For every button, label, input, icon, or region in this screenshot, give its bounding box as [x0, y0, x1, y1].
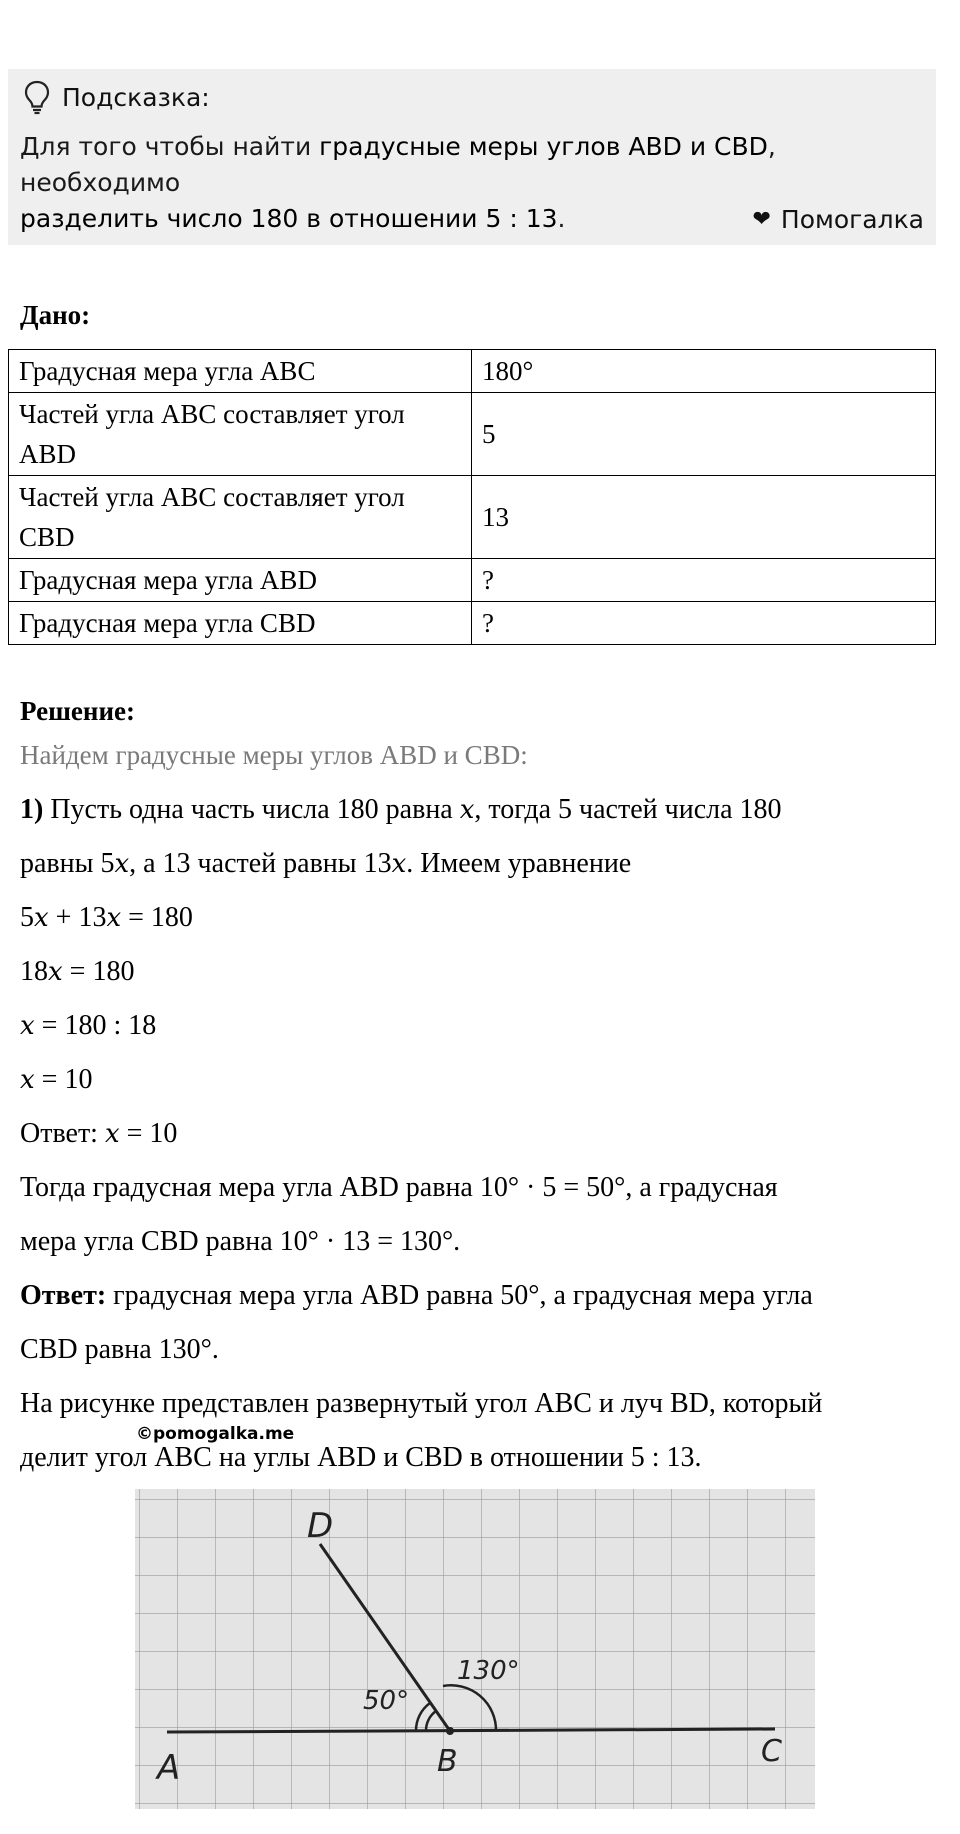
hint-text-bold: разделить число 180 в отношении 5 : 13: [20, 204, 558, 233]
variable: x: [34, 903, 49, 933]
table-cell-label: Градусная мера угла ABD: [9, 559, 472, 602]
text: Пусть одна часть числа 180 равна: [43, 794, 460, 825]
equation-answer-line: [20, 1112, 940, 1166]
hint-text-bold: градусные меры углов ABD и CBD: [319, 132, 768, 161]
hint-brand: [752, 205, 924, 234]
table-cell-label: Градусная мера угла CBD: [9, 602, 472, 645]
equation-line: [20, 950, 940, 1004]
variable: x: [114, 849, 130, 879]
text: = 10: [119, 1118, 178, 1149]
solution-line: [20, 788, 940, 842]
table-row: [9, 602, 936, 645]
text: = 180: [62, 956, 135, 987]
brand-label: Помогалка: [780, 205, 924, 234]
given-table: [8, 349, 936, 645]
table-row: [9, 559, 936, 602]
given-heading: Дано:: [20, 300, 91, 330]
label-a: A: [157, 1748, 181, 1788]
table-cell-label: Частей угла ABC составляет угол CBD: [9, 476, 472, 559]
step-number: 1): [20, 794, 44, 825]
solution-heading: Решение:: [20, 696, 135, 726]
text: = 180: [121, 902, 193, 933]
solution-line: Тогда градусная мера угла ABD равна 10° · 5 = 50°, а градусная: [20, 1172, 778, 1203]
table-row: [9, 476, 936, 559]
table-cell-value: ?: [472, 559, 936, 602]
watermark: ©pomogalka.me: [136, 1424, 295, 1444]
variable: x: [48, 957, 63, 987]
variable: x: [20, 1011, 35, 1041]
figure-caption-line: делит угол ABC на углы ABD и CBD в отношении 5 : 13.: [20, 1442, 702, 1473]
heart-icon: ❤: [752, 207, 771, 232]
variable: x: [20, 1065, 35, 1095]
table-cell-value: 180°: [472, 350, 936, 393]
hint-text-part: Для того чтобы найти: [20, 132, 320, 161]
text: . Имеем уравнение: [406, 848, 632, 879]
solution-subtitle: Найдем градусные меры углов ABD и CBD:: [20, 740, 528, 770]
table-cell-value: 13: [472, 476, 936, 559]
hint-text-part: .: [557, 204, 566, 233]
solution-body: [20, 788, 940, 1490]
text: равны 5: [20, 848, 115, 879]
text: , тогда 5 частей числа 180: [474, 794, 782, 825]
hint-title: Подсказка:: [62, 82, 210, 112]
text: 5: [20, 902, 34, 933]
angle-figure-photo: [135, 1489, 815, 1809]
variable: x: [104, 1119, 120, 1149]
equation-line: [20, 1004, 940, 1058]
label-b: B: [437, 1744, 458, 1779]
equation-line: [20, 896, 940, 950]
answer-line: [20, 1274, 940, 1328]
variable: x: [106, 903, 122, 933]
variable: x: [459, 795, 475, 825]
solution-line: [20, 842, 940, 896]
variable: x: [391, 849, 407, 879]
table-cell-label: Частей угла ABC составляет угол ABD: [9, 393, 472, 476]
label-130: 130°: [457, 1656, 520, 1686]
table-cell-label: Градусная мера угла ABC: [9, 350, 472, 393]
hint-box: [8, 69, 936, 245]
table-cell-value: ?: [472, 602, 936, 645]
text: = 10: [34, 1064, 93, 1095]
figure-caption-line: На рисунке представлен развернутый угол ABC и луч BD, который: [20, 1388, 823, 1419]
hint-text-part: , необходимо: [20, 132, 776, 197]
text: + 13: [48, 902, 107, 933]
text: 18: [20, 956, 48, 987]
label-50: 50°: [363, 1686, 410, 1716]
table-row: [9, 350, 936, 393]
answer-label: Ответ:: [20, 1280, 107, 1311]
answer-line: CBD равна 130°.: [20, 1334, 219, 1365]
label-c: C: [761, 1734, 782, 1769]
label-d: D: [307, 1506, 334, 1546]
hint-header: [22, 77, 210, 117]
text: , а 13 частей равны 13: [129, 848, 392, 879]
lightbulb-icon: [22, 79, 52, 115]
solution-line: мера угла CBD равна 10° · 13 = 130°.: [20, 1226, 461, 1257]
text: = 180 : 18: [34, 1010, 157, 1041]
table-cell-value: 5: [472, 393, 936, 476]
table-row: [9, 393, 936, 476]
equation-line: [20, 1058, 940, 1112]
text: Ответ:: [20, 1118, 105, 1149]
text: градусная мера угла ABD равна 50°, а градусная мера угла: [106, 1280, 813, 1311]
